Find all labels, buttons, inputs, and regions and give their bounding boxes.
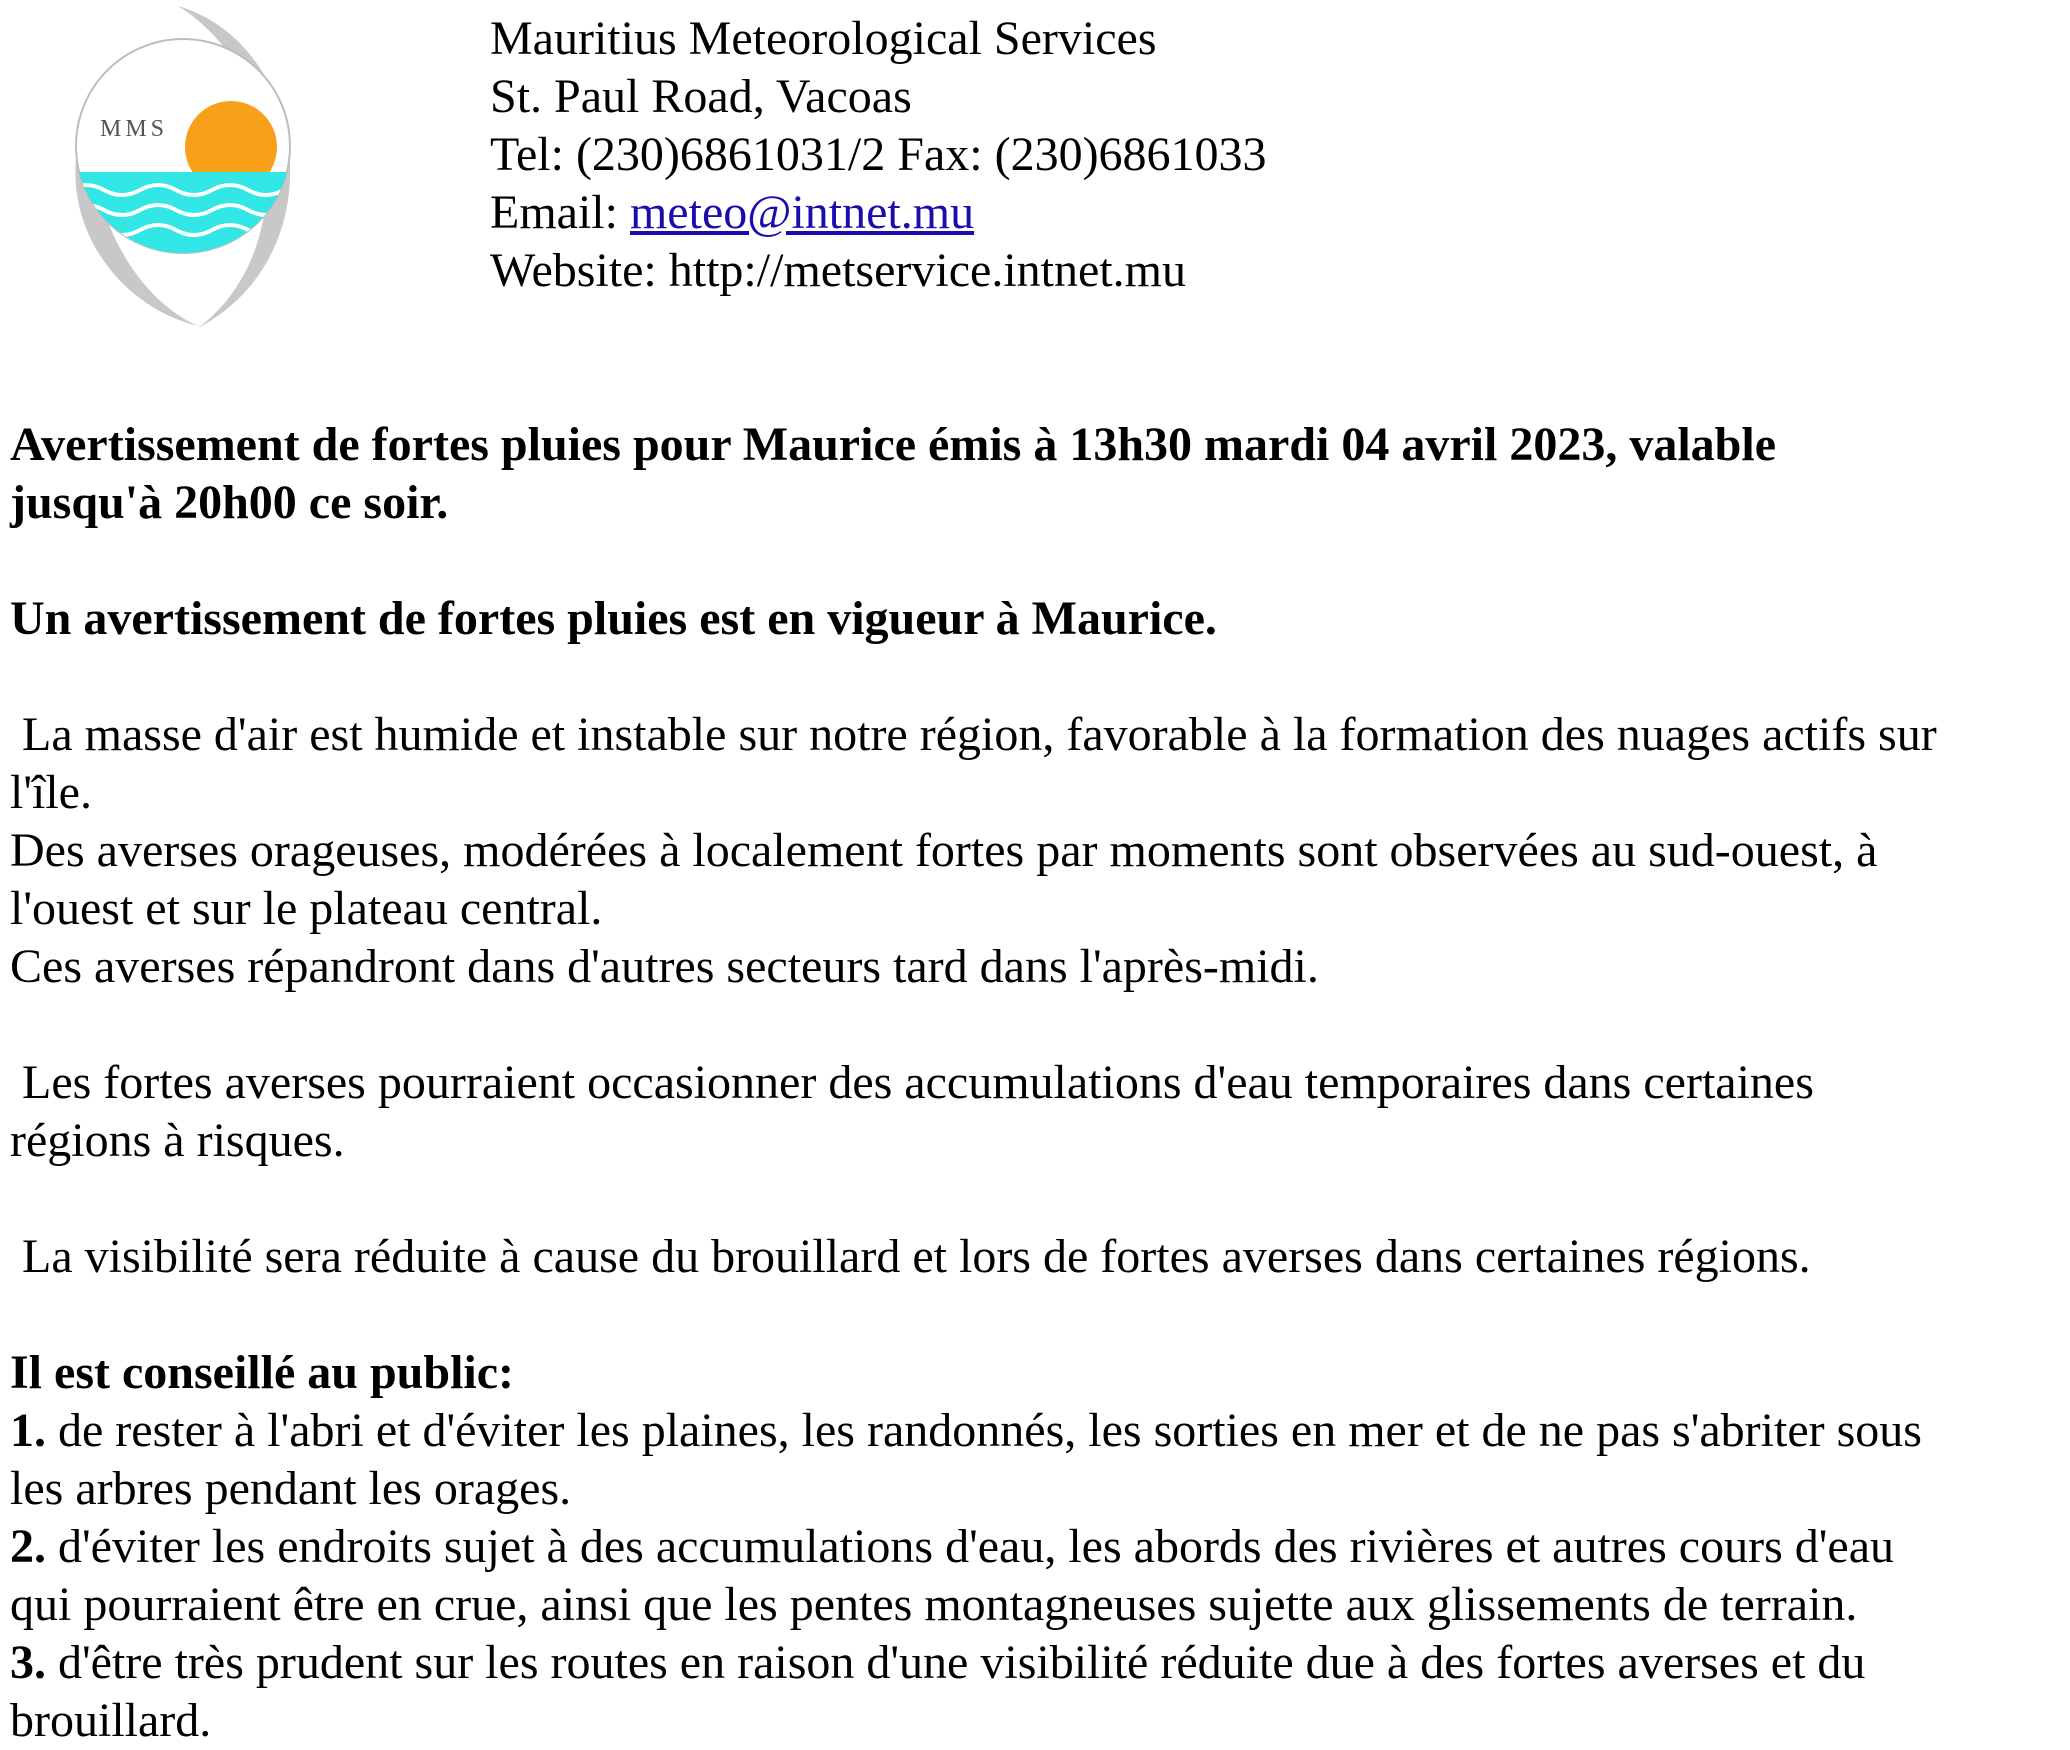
mms-logo [68, 4, 308, 330]
para3-line1: La visibilité sera réduite à cause du brouillard et lors de fortes averses dans certaines régions. [10, 1230, 1811, 1283]
advice-text: d'éviter les endroits sujet à des accumulations d'eau, les abords des rivières et autres cours d'eau [46, 1520, 1894, 1573]
logo-text: MMS [100, 116, 169, 142]
para1-line3: Des averses orageuses, modérées à localement fortes par moments sont observées au sud-ouest, à [10, 824, 1878, 877]
contact-block [490, 10, 1267, 300]
address: St. Paul Road, Vacoas [490, 70, 912, 123]
email-link[interactable]: meteo@intnet.mu [629, 186, 975, 239]
advice-text: d'être très prudent sur les routes en raison d'une visibilité réduite due à des fortes averses et du [46, 1636, 1866, 1689]
advice-text: de rester à l'abri et d'éviter les plaines, les randonnés, les sorties en mer et de ne pas s'abriter sous [46, 1404, 1922, 1457]
advice-item-3-cont: brouillard. [10, 1694, 212, 1747]
advice-item-3 [10, 1634, 2060, 1692]
bulletin-title-line1: Avertissement de fortes pluies pour Maurice émis à 13h30 mardi 04 avril 2023, valable [10, 418, 1777, 471]
bulletin-title-line2: jusqu'à 20h00 ce soir. [10, 476, 449, 529]
advice-item-2 [10, 1518, 2060, 1576]
letterhead [0, 0, 2070, 340]
email-line [490, 184, 1267, 242]
para1-line2: l'île. [10, 766, 92, 819]
website: Website: http://metservice.intnet.mu [490, 244, 1186, 297]
bulletin-headline: Un avertissement de fortes pluies est en vigueur à Maurice. [10, 592, 1217, 645]
phone-fax: Tel: (230)6861031/2 Fax: (230)6861033 [490, 128, 1267, 181]
advice-number: 2. [10, 1520, 46, 1573]
advice-heading: Il est conseillé au public: [10, 1346, 515, 1399]
para1-line5: Ces averses répandront dans d'autres secteurs tard dans l'après-midi. [10, 940, 1319, 993]
para1-line4: l'ouest et sur le plateau central. [10, 882, 603, 935]
organization-name: Mauritius Meteorological Services [490, 12, 1157, 65]
email-label: Email: [490, 186, 630, 239]
bulletin-body [10, 416, 2060, 1750]
advice-item-1 [10, 1402, 2060, 1460]
advice-item-2-cont: qui pourraient être en crue, ainsi que les pentes montagneuses sujette aux glissements de terrain. [10, 1578, 1858, 1631]
para2-line2: régions à risques. [10, 1114, 345, 1167]
advice-number: 3. [10, 1636, 46, 1689]
advice-item-1-cont: les arbres pendant les orages. [10, 1462, 572, 1515]
advice-number: 1. [10, 1404, 46, 1457]
para2-line1: Les fortes averses pourraient occasionner des accumulations d'eau temporaires dans certaines [10, 1056, 1814, 1109]
para1-line1: La masse d'air est humide et instable sur notre région, favorable à la formation des nuages actifs sur [10, 708, 1937, 761]
